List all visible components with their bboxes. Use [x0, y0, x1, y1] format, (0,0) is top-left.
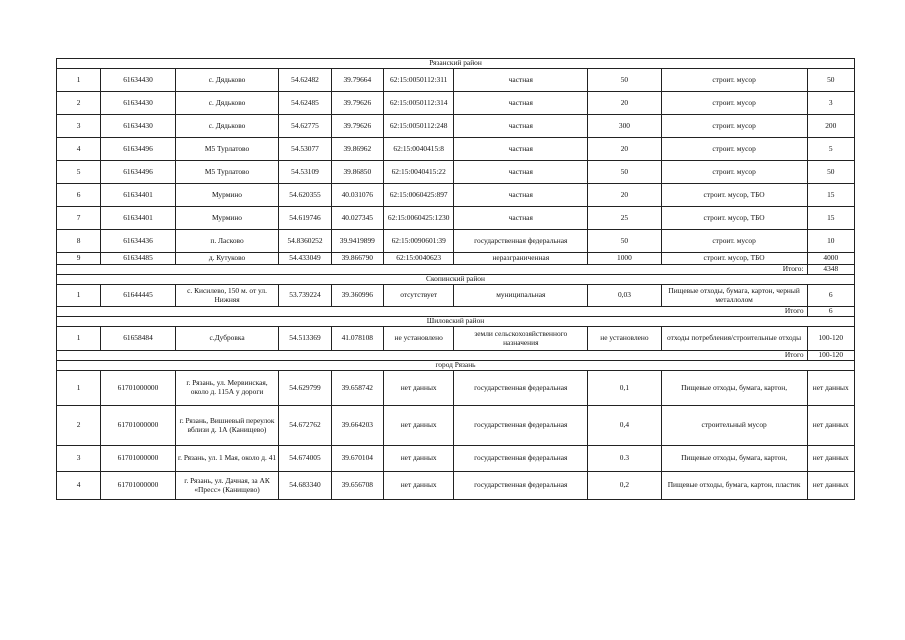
table-cell: частная: [454, 184, 588, 207]
section-header-row: [57, 275, 855, 285]
table-row: [57, 115, 855, 138]
table-cell: частная: [454, 69, 588, 92]
table-cell: 6: [57, 184, 101, 207]
table-cell: нет данных: [383, 472, 453, 500]
table-cell: 61701000000: [101, 371, 175, 406]
table-cell: 5: [57, 161, 101, 184]
table-cell: 10: [807, 230, 854, 253]
table-cell: 61634436: [101, 230, 175, 253]
table-cell: 50: [588, 69, 661, 92]
table-cell: 1: [57, 371, 101, 406]
table-row: [57, 371, 855, 406]
table-cell: 62:15:0040415:8: [383, 138, 453, 161]
table-cell: 54.672762: [279, 406, 331, 446]
table-cell: 39.360996: [331, 285, 383, 307]
table-cell: с. Дядьково: [175, 92, 279, 115]
table-cell: строительный мусор: [661, 406, 807, 446]
table-cell: 54.620355: [279, 184, 331, 207]
table-cell: 40.027345: [331, 207, 383, 230]
table-cell: 61634485: [101, 253, 175, 265]
table-cell: 20: [588, 184, 661, 207]
table-cell: 39.9419899: [331, 230, 383, 253]
table-cell: неразграниченная: [454, 253, 588, 265]
table-cell: с. Дядьково: [175, 115, 279, 138]
table-cell: Пищевые отходы, бумага, картон, черный металлолом: [661, 285, 807, 307]
table-cell: Мурмино: [175, 207, 279, 230]
table-cell: не установлено: [383, 327, 453, 351]
table-cell: с. Дядьково: [175, 69, 279, 92]
table-cell: 0,1: [588, 371, 661, 406]
table-cell: частная: [454, 92, 588, 115]
table-cell: Пищевые отходы, бумага, картон,: [661, 446, 807, 472]
table-row: [57, 161, 855, 184]
section-header-row: [57, 59, 855, 69]
table-cell: 54.629799: [279, 371, 331, 406]
table-cell: 62:15:0060425:1230: [383, 207, 453, 230]
table-cell: строит. мусор, ТБО: [661, 253, 807, 265]
total-value: 100-120: [807, 351, 854, 361]
table-cell: 8: [57, 230, 101, 253]
table-row: [57, 69, 855, 92]
table-cell: Пищевые отходы, бумага, картон, пластик: [661, 472, 807, 500]
table-cell: 15: [807, 184, 854, 207]
table-cell: 54.433049: [279, 253, 331, 265]
table-cell: государственная федеральная: [454, 406, 588, 446]
table-cell: 4000: [807, 253, 854, 265]
table-cell: 62:15:0090601:39: [383, 230, 453, 253]
table-cell: частная: [454, 161, 588, 184]
dump-sites-table: [56, 58, 855, 500]
table-cell: 4: [57, 472, 101, 500]
table-cell: отсутствует: [383, 285, 453, 307]
table-cell: 39.79664: [331, 69, 383, 92]
table-cell: 54.674005: [279, 446, 331, 472]
table-cell: не установлено: [588, 327, 661, 351]
table-cell: п. Ласково: [175, 230, 279, 253]
table-cell: 61634430: [101, 92, 175, 115]
table-cell: с. Кисилево, 150 м. от ул. Нижняя: [175, 285, 279, 307]
table-cell: 54.513369: [279, 327, 331, 351]
table-cell: М5 Турлатово: [175, 161, 279, 184]
table-cell: 39.664203: [331, 406, 383, 446]
table-cell: 41.078108: [331, 327, 383, 351]
table-cell: 3: [807, 92, 854, 115]
table-cell: 39.86962: [331, 138, 383, 161]
table-cell: нет данных: [383, 446, 453, 472]
total-label: Итого: [57, 351, 808, 361]
table-cell: 50: [588, 161, 661, 184]
table-cell: государственная федеральная: [454, 446, 588, 472]
table-cell: строит. мусор: [661, 92, 807, 115]
total-value: 6: [807, 307, 854, 317]
table-cell: 200: [807, 115, 854, 138]
table-cell: строит. мусор: [661, 69, 807, 92]
table-cell: 0.3: [588, 446, 661, 472]
table-cell: 61634496: [101, 138, 175, 161]
table-cell: земли сельскохозяйственного назначения: [454, 327, 588, 351]
table-cell: частная: [454, 115, 588, 138]
table-row: [57, 92, 855, 115]
table-cell: г. Рязань, ул. 1 Мая, около д. 41: [175, 446, 279, 472]
table-cell: с.Дубровка: [175, 327, 279, 351]
table-cell: Мурмино: [175, 184, 279, 207]
table-cell: 4: [57, 138, 101, 161]
table-cell: 20: [588, 92, 661, 115]
total-label: Итого:: [57, 265, 808, 275]
table-cell: нет данных: [807, 446, 854, 472]
table-cell: 6: [807, 285, 854, 307]
section-title: Скопинский район: [57, 275, 855, 285]
table-body: [57, 59, 855, 500]
table-row: [57, 327, 855, 351]
table-cell: 2: [57, 406, 101, 446]
table-cell: 2: [57, 92, 101, 115]
table-cell: 54.62775: [279, 115, 331, 138]
table-cell: 54.8360252: [279, 230, 331, 253]
table-cell: 61644445: [101, 285, 175, 307]
section-title: город Рязань: [57, 361, 855, 371]
table-row: [57, 253, 855, 265]
table-cell: 9: [57, 253, 101, 265]
table-cell: 3: [57, 115, 101, 138]
table-cell: 0,03: [588, 285, 661, 307]
total-row: [57, 265, 855, 275]
table-cell: 0,4: [588, 406, 661, 446]
table-cell: 54.62482: [279, 69, 331, 92]
table-cell: 40.031076: [331, 184, 383, 207]
table-cell: строит. мусор, ТБО: [661, 207, 807, 230]
total-row: [57, 351, 855, 361]
total-value: 4348: [807, 265, 854, 275]
table-cell: государственная федеральная: [454, 371, 588, 406]
table-cell: строит. мусор: [661, 138, 807, 161]
table-cell: 62:15:0060425:897: [383, 184, 453, 207]
table-cell: 61634401: [101, 184, 175, 207]
table-cell: 39.86850: [331, 161, 383, 184]
table-cell: строит. мусор: [661, 115, 807, 138]
table-cell: 61701000000: [101, 472, 175, 500]
table-cell: 54.683340: [279, 472, 331, 500]
table-cell: 61701000000: [101, 446, 175, 472]
table-row: [57, 472, 855, 500]
table-cell: нет данных: [383, 371, 453, 406]
table-cell: М5 Турлатово: [175, 138, 279, 161]
table-cell: г. Рязань, ул. Дачная, за АК «Пресс» (Канищево): [175, 472, 279, 500]
table-cell: отходы потребления/строительные отходы: [661, 327, 807, 351]
total-label: Итого: [57, 307, 808, 317]
table-cell: 61634401: [101, 207, 175, 230]
table-cell: 62:15:0050112:248: [383, 115, 453, 138]
table-cell: 62:15:0040415:22: [383, 161, 453, 184]
table-cell: 100-120: [807, 327, 854, 351]
table-cell: 39.79626: [331, 115, 383, 138]
table-cell: строит. мусор: [661, 230, 807, 253]
table-row: [57, 230, 855, 253]
table-cell: 61634430: [101, 115, 175, 138]
table-cell: 54.619746: [279, 207, 331, 230]
table-cell: 54.53109: [279, 161, 331, 184]
table-cell: 1: [57, 285, 101, 307]
section-header-row: [57, 361, 855, 371]
table-cell: 39.79626: [331, 92, 383, 115]
table-row: [57, 184, 855, 207]
section-header-row: [57, 317, 855, 327]
table-cell: государственная федеральная: [454, 230, 588, 253]
table-cell: 53.739224: [279, 285, 331, 307]
table-cell: 61634496: [101, 161, 175, 184]
table-cell: 50: [588, 230, 661, 253]
table-cell: частная: [454, 138, 588, 161]
table-row: [57, 138, 855, 161]
table-cell: 39.656708: [331, 472, 383, 500]
table-cell: муниципальная: [454, 285, 588, 307]
table-row: [57, 406, 855, 446]
table-cell: 5: [807, 138, 854, 161]
table-cell: 25: [588, 207, 661, 230]
table-cell: 54.53077: [279, 138, 331, 161]
table-cell: строит. мусор: [661, 161, 807, 184]
table-cell: д. Кутуково: [175, 253, 279, 265]
table-cell: г. Рязань, Вишневый переулок вблизи д. 1А (Канищево): [175, 406, 279, 446]
table-cell: 20: [588, 138, 661, 161]
table-cell: 300: [588, 115, 661, 138]
table-cell: 62:15:0040623: [383, 253, 453, 265]
table-cell: Пищевые отходы, бумага, картон,: [661, 371, 807, 406]
table-cell: 54.62485: [279, 92, 331, 115]
table-cell: 1000: [588, 253, 661, 265]
table-cell: частная: [454, 207, 588, 230]
table-cell: нет данных: [807, 406, 854, 446]
table-cell: 1: [57, 69, 101, 92]
table-cell: 61701000000: [101, 406, 175, 446]
table-cell: 61634430: [101, 69, 175, 92]
table-cell: нет данных: [807, 472, 854, 500]
table-row: [57, 207, 855, 230]
table-cell: государственная федеральная: [454, 472, 588, 500]
table-cell: 39.866790: [331, 253, 383, 265]
table-cell: 0,2: [588, 472, 661, 500]
table-cell: 62:15:0050112:314: [383, 92, 453, 115]
section-title: Шиловский район: [57, 317, 855, 327]
table-cell: нет данных: [383, 406, 453, 446]
table-cell: строит. мусор, ТБО: [661, 184, 807, 207]
table-cell: 62:15:0050112:311: [383, 69, 453, 92]
table-cell: 39.670104: [331, 446, 383, 472]
total-row: [57, 307, 855, 317]
table-cell: 7: [57, 207, 101, 230]
table-cell: 1: [57, 327, 101, 351]
table-cell: 15: [807, 207, 854, 230]
table-cell: г. Рязань, ул. Мервинская, около д. 115А у дороги: [175, 371, 279, 406]
table-cell: 39.658742: [331, 371, 383, 406]
section-title: Рязанский район: [57, 59, 855, 69]
table-cell: 50: [807, 69, 854, 92]
table-row: [57, 285, 855, 307]
table-cell: 61658484: [101, 327, 175, 351]
table-cell: 3: [57, 446, 101, 472]
table-row: [57, 446, 855, 472]
table-cell: 50: [807, 161, 854, 184]
table-cell: нет данных: [807, 371, 854, 406]
